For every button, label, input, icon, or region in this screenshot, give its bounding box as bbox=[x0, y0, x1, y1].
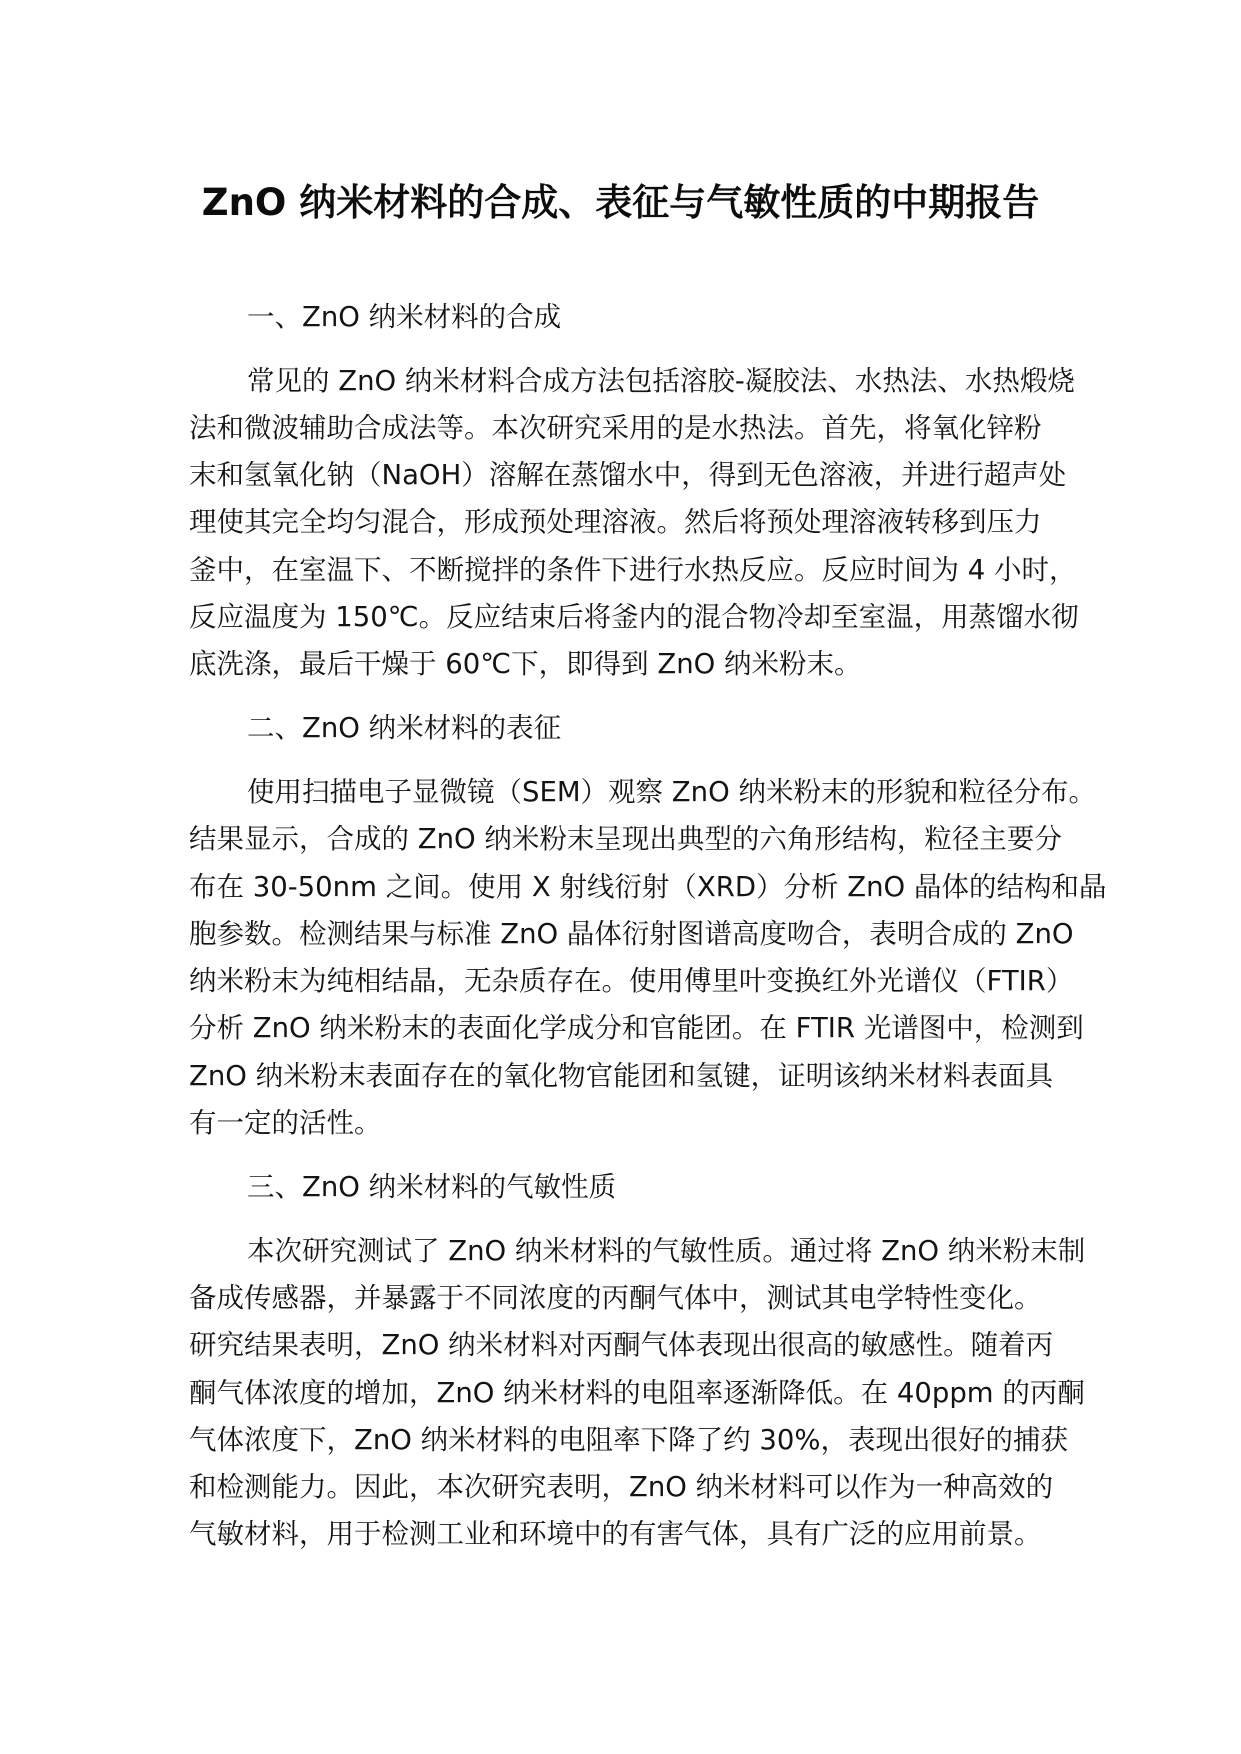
section-characterization bbox=[189, 705, 1189, 1147]
paragraph-line: 布在 30-50nm 之间。使用 X 射线衍射（XRD）分析 ZnO 晶体的结构和晶 bbox=[189, 870, 1107, 903]
paragraph-line: 反应温度为 150℃。反应结束后将釜内的混合物冷却至室温，用蒸馏水彻 bbox=[189, 600, 1079, 633]
section-heading: 二、ZnO 纳米材料的表征 bbox=[247, 712, 562, 745]
paragraph-line: 备成传感器，并暴露于不同浓度的丙酮气体中，测试其电学特性变化。 bbox=[189, 1282, 1042, 1315]
paragraph bbox=[189, 1228, 1189, 1559]
section-heading: 一、ZnO 纳米材料的合成 bbox=[247, 300, 562, 333]
section-gas-sensing bbox=[189, 1164, 1189, 1559]
document-title: ZnO 纳米材料的合成、表征与气敏性质的中期报告 bbox=[201, 181, 1040, 224]
paragraph-line: 研究结果表明，ZnO 纳米材料对丙酮气体表现出很高的敏感性。随着丙 bbox=[189, 1329, 1054, 1362]
paragraph-line: 胞参数。检测结果与标准 ZnO 晶体衍射图谱高度吻合，表明合成的 ZnO bbox=[189, 917, 1074, 950]
paragraph-line: 和检测能力。因此，本次研究表明，ZnO 纳米材料可以作为一种高效的 bbox=[189, 1471, 1054, 1504]
paragraph bbox=[189, 769, 1189, 1147]
paragraph-line: 纳米粉末为纯相结晶，无杂质存在。使用傅里叶变换红外光谱仪（FTIR） bbox=[189, 965, 1074, 998]
paragraph-line: ZnO 纳米粉末表面存在的氧化物官能团和氢键，证明该纳米材料表面具 bbox=[189, 1059, 1054, 1092]
paragraph-line: 有一定的活性。 bbox=[189, 1106, 382, 1139]
paragraph-line: 酮气体浓度的增加，ZnO 纳米材料的电阻率逐渐降低。在 40ppm 的丙酮 bbox=[189, 1376, 1085, 1409]
paragraph-line: 结果显示，合成的 ZnO 纳米粉末呈现出典型的六角形结构，粒径主要分 bbox=[189, 823, 1062, 856]
paragraph-line: 使用扫描电子显微镜（SEM）观察 ZnO 纳米粉末的形貌和粒径分布。 bbox=[247, 776, 1096, 809]
paragraph bbox=[189, 358, 1189, 689]
paragraph-line: 末和氢氧化钠（NaOH）溶解在蒸馏水中，得到无色溶液，并进行超声处 bbox=[189, 459, 1067, 492]
paragraph-line: 理使其完全均匀混合，形成预处理溶液。然后将预处理溶液转移到压力 bbox=[189, 506, 1042, 539]
section-synthesis bbox=[189, 294, 1189, 689]
section-heading: 三、ZnO 纳米材料的气敏性质 bbox=[247, 1170, 617, 1203]
paragraph-line: 釜中，在室温下、不断搅拌的条件下进行水热反应。反应时间为 4 小时， bbox=[189, 553, 1077, 586]
paragraph-line: 常见的 ZnO 纳米材料合成方法包括溶胶-凝胶法、水热法、水热煅烧 bbox=[247, 364, 1075, 397]
paragraph-line: 底洗涤，最后干燥于 60℃下，即得到 ZnO 纳米粉末。 bbox=[189, 648, 862, 681]
paragraph-line: 气体浓度下，ZnO 纳米材料的电阻率下降了约 30%，表现出很好的捕获 bbox=[189, 1423, 1069, 1456]
document-body bbox=[189, 294, 1189, 1576]
paragraph-line: 本次研究测试了 ZnO 纳米材料的气敏性质。通过将 ZnO 纳米粉末制 bbox=[247, 1234, 1086, 1267]
paragraph-line: 气敏材料，用于检测工业和环境中的有害气体，具有广泛的应用前景。 bbox=[189, 1518, 1042, 1551]
paragraph-line: 分析 ZnO 纳米粉末的表面化学成分和官能团。在 FTIR 光谱图中，检测到 bbox=[189, 1012, 1084, 1045]
paragraph-line: 法和微波辅助合成法等。本次研究采用的是水热法。首先，将氧化锌粉 bbox=[189, 411, 1042, 444]
